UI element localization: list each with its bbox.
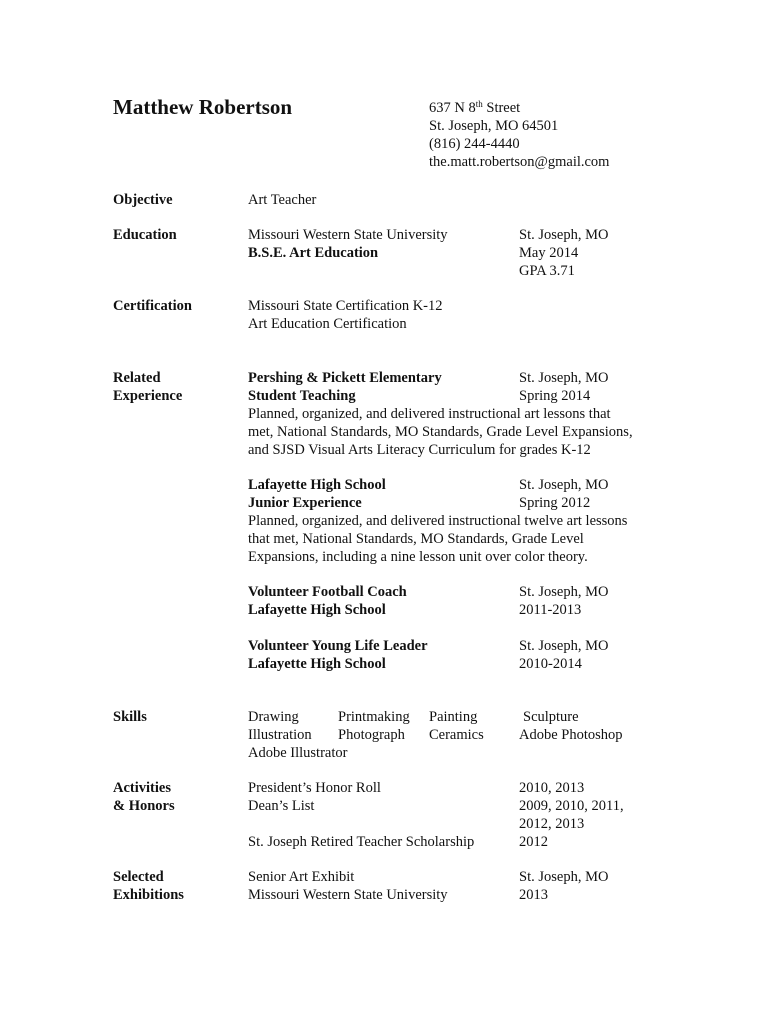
experience-desc-line: Expansions, including a nine lesson unit over color theory. xyxy=(248,549,588,565)
skill-item: Illustration xyxy=(248,727,312,743)
experience-org: Volunteer Football Coach xyxy=(248,584,407,600)
experience-desc-line: Planned, organized, and delivered instructional art lessons that xyxy=(248,406,611,422)
experience-meta xyxy=(519,476,608,512)
exhibition-meta xyxy=(519,868,608,904)
school-name: Missouri Western State University xyxy=(248,227,448,243)
skill-item: Sculpture xyxy=(523,709,579,725)
exhibition-year: 2013 xyxy=(519,887,548,903)
experience-meta xyxy=(519,637,608,673)
experience-entry xyxy=(248,637,428,673)
exhibition-venue: Missouri Western State University xyxy=(248,887,448,903)
experience-desc-line: and SJSD Visual Arts Literacy Curriculum for grades K-12 xyxy=(248,442,591,458)
section-label-certification: Certification xyxy=(113,298,192,314)
experience-location: St. Joseph, MO xyxy=(519,584,609,600)
skill-item: Ceramics xyxy=(429,727,484,743)
experience-role: Lafayette High School xyxy=(248,602,386,618)
skill-item: Photograph xyxy=(338,727,405,743)
honor-years: 2010, 2013 xyxy=(519,780,585,796)
contact-block xyxy=(429,99,609,171)
education-location: St. Joseph, MO xyxy=(519,227,609,243)
certification-item: Missouri State Certification K-12 xyxy=(248,298,443,314)
education-date: May 2014 xyxy=(519,245,579,261)
objective-value: Art Teacher xyxy=(248,192,317,208)
section-label-education: Education xyxy=(113,227,177,243)
honor-item: Dean’s List xyxy=(248,798,315,814)
experience-date: Spring 2012 xyxy=(519,495,591,511)
skill-item: Painting xyxy=(429,709,478,725)
experience-desc-line: met, National Standards, MO Standards, Grade Level Expansions, xyxy=(248,424,633,440)
exhibition-entry xyxy=(248,868,448,904)
experience-desc-line: Planned, organized, and delivered instructional twelve art lessons xyxy=(248,513,628,529)
experience-date: 2011-2013 xyxy=(519,602,582,618)
skill-item: Adobe Illustrator xyxy=(248,745,348,761)
street-address: 637 N 8th Street xyxy=(429,99,521,116)
education-meta xyxy=(519,226,608,280)
education-details xyxy=(248,226,448,262)
skill-item: Printmaking xyxy=(338,709,410,725)
experience-meta xyxy=(519,583,608,619)
honor-years: 2009, 2010, 2011, 2012, 2013 xyxy=(519,798,624,832)
education-gpa: GPA 3.71 xyxy=(519,263,575,279)
honor-item: President’s Honor Roll xyxy=(248,780,381,796)
honor-item: St. Joseph Retired Teacher Scholarship xyxy=(248,834,475,850)
experience-org: Volunteer Young Life Leader xyxy=(248,638,428,654)
experience-date: 2010-2014 xyxy=(519,656,582,672)
experience-date: Spring 2014 xyxy=(519,388,591,404)
experience-desc-line: that met, National Standards, MO Standards, Grade Level xyxy=(248,531,584,547)
section-label-exhibitions: Selected Exhibitions xyxy=(113,869,184,903)
certification-list xyxy=(248,297,443,333)
experience-location: St. Joseph, MO xyxy=(519,370,609,386)
phone-number: (816) 244-4440 xyxy=(429,136,520,152)
experience-location: St. Joseph, MO xyxy=(519,477,609,493)
experience-org: Lafayette High School xyxy=(248,477,386,493)
experience-location: St. Joseph, MO xyxy=(519,638,609,654)
email-address: the.matt.robertson@gmail.com xyxy=(429,154,610,170)
applicant-name: Matthew Robertson xyxy=(113,95,293,119)
degree-name: B.S.E. Art Education xyxy=(248,245,379,261)
experience-role: Lafayette High School xyxy=(248,656,386,672)
section-label-honors: Activities & Honors xyxy=(113,780,175,814)
honor-years: 2012 xyxy=(519,834,548,850)
section-label-objective: Objective xyxy=(113,192,173,208)
section-label-experience: Related Experience xyxy=(113,370,183,404)
experience-entry xyxy=(248,583,407,619)
certification-item: Art Education Certification xyxy=(248,316,407,332)
experience-role: Junior Experience xyxy=(248,495,362,511)
experience-role: Student Teaching xyxy=(248,388,356,404)
city-state-zip: St. Joseph, MO 64501 xyxy=(429,118,559,134)
experience-org: Pershing & Pickett Elementary xyxy=(248,370,442,386)
experience-meta xyxy=(519,369,608,405)
exhibition-location: St. Joseph, MO xyxy=(519,869,609,885)
skill-item: Adobe Photoshop xyxy=(519,727,623,743)
skill-item: Drawing xyxy=(248,709,299,725)
exhibition-title: Senior Art Exhibit xyxy=(248,869,355,885)
section-label-skills: Skills xyxy=(113,709,147,725)
